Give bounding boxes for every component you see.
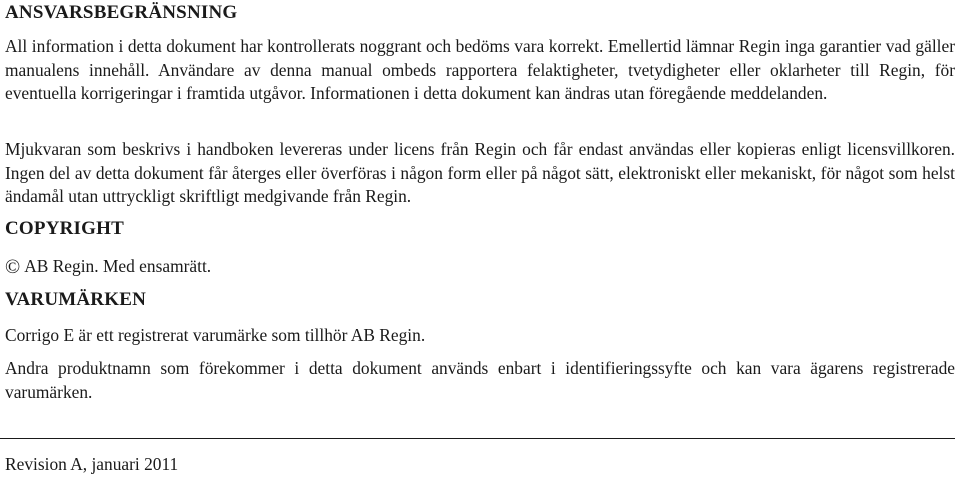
- copyright-line: [5, 256, 211, 279]
- disclaimer-heading: ANSVARSBEGRÄNSNING: [5, 2, 238, 23]
- copyright-icon: ©: [5, 256, 21, 278]
- trademarks-paragraph-2: Andra produktnamn som förekommer i detta dokument används enbart i identifieringssyfte och kan vara ägarens registrerade varumärken.: [5, 358, 955, 402]
- copyright-heading: COPYRIGHT: [5, 218, 124, 239]
- copyright-text: AB Regin. Med ensamrätt.: [24, 256, 212, 276]
- disclaimer-paragraph-2: Mjukvaran som beskrivs i handboken levereras under licens från Regin och får endast användas eller kopieras enligt licensvillkoren. Ingen del av detta dokument får återges eller överföras i någon form eller på något sätt, elektroniskt eller mekaniskt, för något som helst ändamål utan uttryckligt skriftligt medgivande från Regin.: [5, 139, 955, 206]
- trademarks-line-1: Corrigo E är ett registrerat varumärke som tillhör AB Regin.: [5, 325, 426, 345]
- revision-text: Revision A, januari 2011: [5, 454, 179, 474]
- disclaimer-paragraph-1: All information i detta dokument har kontrollerats noggrant och bedöms vara korrekt. Emellertid lämnar Regin inga garantier vad gäller manualens innehåll. Användare av denna manual ombeds rapportera felaktigheter, tvetydigheter eller oklarheter till Regin, för eventuella korrigeringar i framtida utgåvor. Informationen i detta dokument kan ändras utan föregående meddelanden.: [5, 36, 955, 103]
- trademarks-heading: VARUMÄRKEN: [5, 289, 146, 310]
- footer-divider: [0, 438, 955, 439]
